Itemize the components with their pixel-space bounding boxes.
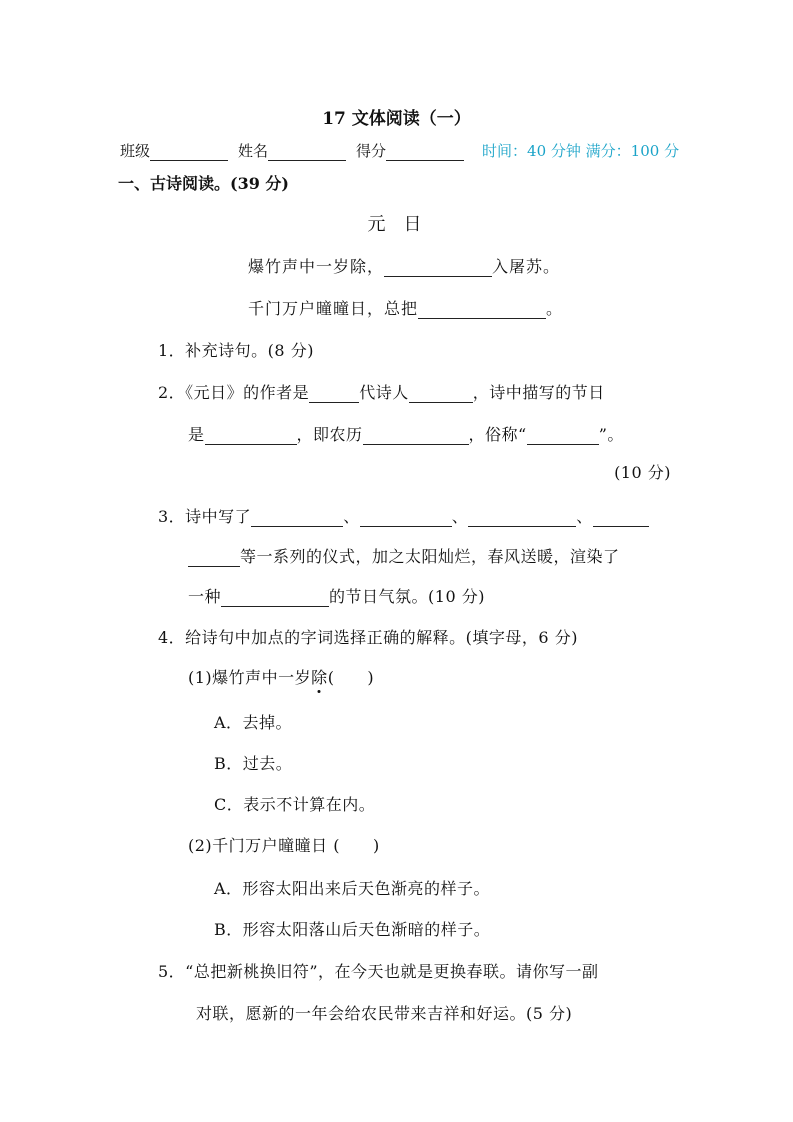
poem-blank-1[interactable] [384, 260, 492, 277]
poem-title-char-2: 日 [403, 214, 426, 235]
q3-blank-2[interactable] [360, 510, 452, 527]
question-3-line-2 [188, 544, 620, 567]
name-field[interactable] [268, 144, 346, 161]
student-info-row [120, 140, 679, 161]
question-1: 1．补充诗句。(8 分) [158, 341, 314, 360]
q3-text-c: 一种 [188, 587, 222, 606]
q3-text-d: 的节日气氛。(10 分) [329, 587, 485, 606]
question-5-line-2: 对联，愿新的一年会给农民带来吉祥和好运。(5 分) [196, 1004, 573, 1023]
question-2-line-1 [158, 380, 605, 403]
q2-text-c: ，诗中描写的节日 [472, 383, 605, 402]
class-field[interactable] [150, 144, 228, 161]
q3-blank-5[interactable] [221, 590, 329, 607]
q4-1-text: (1)爆竹声中一岁 [188, 668, 312, 687]
name-label: 姓名 [238, 142, 269, 160]
section-heading: 一、古诗阅读。(39 分) [118, 174, 289, 193]
q3-sep-1: 、 [343, 507, 360, 526]
class-label: 班级 [120, 142, 151, 160]
q4-1-option-a: A．去掉。 [214, 713, 293, 732]
poem-line-1-end: 入屠苏。 [492, 257, 561, 276]
question-2-line-2 [188, 422, 624, 445]
q3-blank-4-end[interactable] [188, 550, 240, 567]
q2-text-a: 2．《元日》的作者是 [158, 383, 310, 402]
poem-title-char-1: 元 [367, 214, 390, 235]
q3-text-b: 等一系列的仪式，加之太阳灿烂，春风送暖，渲染了 [240, 547, 620, 566]
q4-1-answer-box[interactable]: ( ) [327, 668, 375, 687]
question-3-line-3 [188, 584, 485, 607]
q2-text-f: ，俗称“ [468, 425, 527, 444]
poem-line-2-end: 。 [546, 299, 564, 318]
q4-1-option-b: B．过去。 [214, 754, 293, 773]
poem-line-2-start: 千门万户曈曈日，总把 [248, 299, 419, 318]
score-field[interactable] [386, 144, 464, 161]
q2-blank-dynasty[interactable] [309, 386, 359, 403]
score-label: 得分 [356, 142, 387, 160]
q2-text-e: ，即农历 [296, 425, 363, 444]
q3-blank-3[interactable] [468, 510, 576, 527]
q2-blank-festival[interactable] [205, 428, 297, 445]
q2-blank-author[interactable] [409, 386, 473, 403]
q3-sep-2: 、 [451, 507, 469, 526]
question-2-score: (10 分) [614, 463, 671, 482]
q2-text-b: 代诗人 [359, 383, 409, 402]
question-4-2: (2)千门万户曈曈日 ( ) [188, 836, 380, 855]
time-info: 时间：40 分钟 满分：100 分 [482, 142, 680, 160]
q4-2-option-b: B．形容太阳落山后天色渐暗的样子。 [214, 920, 491, 939]
q3-blank-4-start[interactable] [593, 510, 649, 527]
q2-blank-common-name[interactable] [527, 428, 599, 445]
question-5-line-1: 5．“总把新桃换旧符”，在今天也就是更换春联。请你写一副 [158, 962, 599, 981]
q4-2-option-a: A．形容太阳出来后天色渐亮的样子。 [214, 879, 491, 898]
q4-1-option-c: C．表示不计算在内。 [214, 795, 376, 814]
q2-blank-lunar-date[interactable] [363, 428, 469, 445]
poem-line-1 [248, 254, 560, 277]
question-3-line-1 [158, 504, 649, 527]
question-4: 4．给诗句中加点的字词选择正确的解释。(填字母，6 分) [158, 628, 578, 647]
q3-text-a: 3．诗中写了 [158, 507, 252, 526]
q3-blank-1[interactable] [251, 510, 343, 527]
poem-line-2 [248, 296, 563, 319]
poem-line-1-start: 爆竹声中一岁除， [248, 257, 385, 276]
question-4-1 [188, 665, 374, 688]
q2-text-d: 是 [188, 425, 205, 444]
q4-1-dotted-char: 除 [311, 665, 328, 688]
q2-text-g: ”。 [598, 425, 624, 444]
poem-blank-2[interactable] [418, 302, 546, 319]
q3-sep-3: 、 [576, 507, 593, 526]
page-title: 17 文体阅读（一） [322, 109, 471, 129]
poem-title [0, 210, 793, 236]
